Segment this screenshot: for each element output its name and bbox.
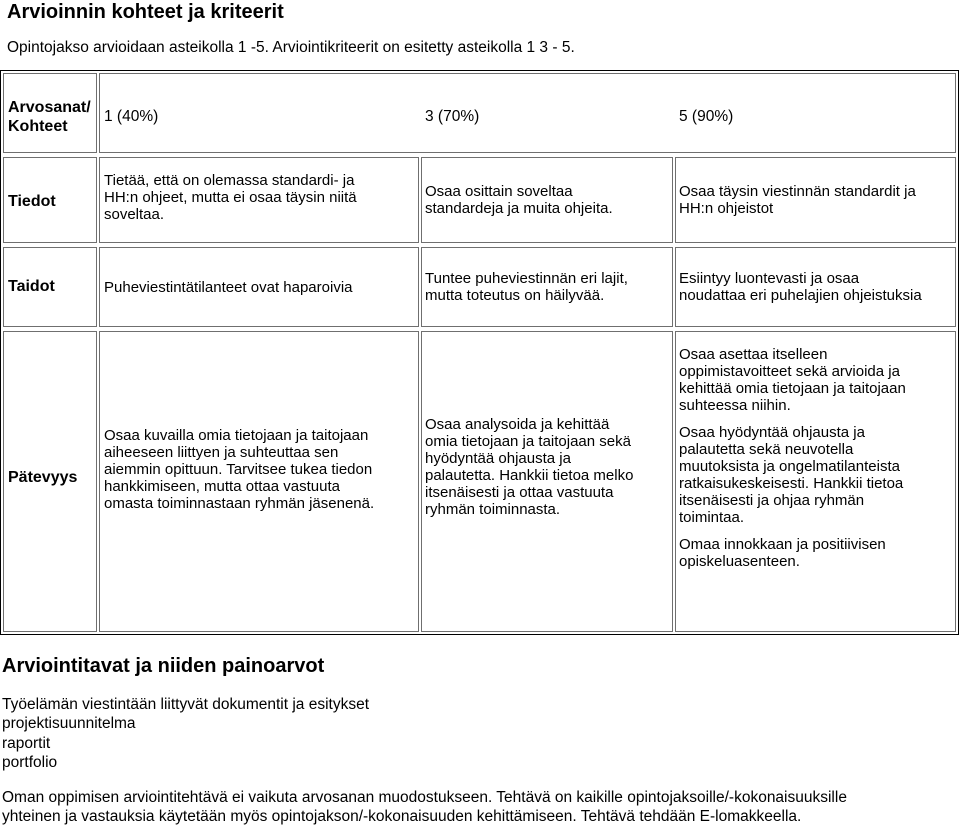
criteria-table xyxy=(0,70,959,635)
text-line: HH:n ohjeet, mutta ei osaa täysin niitä xyxy=(104,189,357,206)
text-line: soveltaa. xyxy=(104,206,165,223)
text-line: ryhmän toiminnasta. xyxy=(425,501,561,518)
text-line: Osaa hyödyntää ohjausta ja xyxy=(679,424,865,441)
text-line: standardeja ja muita ohjeita. xyxy=(425,200,613,217)
corner-line: Arvosanat/ xyxy=(8,99,91,116)
tiedot-grade-5-text xyxy=(679,183,916,217)
tiedot-grade-1-text xyxy=(104,172,357,223)
note-line: yhteinen ja vastauksia käytetään myös opintojakson/-kokonaisuuden kehittämiseen. Tehtävä tehdään E-lomakkeella. xyxy=(2,808,802,825)
patevyys-grade-5-text xyxy=(679,346,906,570)
text-line: aiheeseen liittyen ja suhteuttaa sen xyxy=(104,444,339,461)
patevyys-grade-3-text xyxy=(425,416,633,518)
tiedot-grade-3-text xyxy=(425,183,613,217)
page-title: Arvioinnin kohteet ja kriteerit xyxy=(7,1,284,23)
row-label-taidot: Taidot xyxy=(8,278,55,295)
grade-1-header: 1 (40%) xyxy=(104,108,159,125)
header-grades-cell xyxy=(99,73,956,153)
text-line: kehittää omia tietojaan ja taitojaan xyxy=(679,380,906,397)
patevyys-grade-1-text xyxy=(104,427,374,512)
text-line: hankkimiseen, mutta ottaa vastuuta xyxy=(104,478,340,495)
text-line: Puheviestintätilanteet ovat haparoivia xyxy=(104,279,353,296)
text-line: toimintaa. xyxy=(679,509,745,526)
text-line: palautetta sekä neuvotella xyxy=(679,441,854,458)
text-line: opiskeluasenteen. xyxy=(679,553,800,570)
text-line: Esiintyy luontevasti ja osaa xyxy=(679,270,860,287)
text-line: ratkaisukeskeisesti. Hankkii tietoa xyxy=(679,475,904,492)
note-line: Oman oppimisen arviointitehtävä ei vaikuta arvosanan muodostukseen. Tehtävä on kaikille opintojaksoille/-kokonaisuuksille xyxy=(2,789,847,806)
text-line: Tietää, että on olemassa standardi- ja xyxy=(104,172,355,189)
text-line: aiemmin opittuun. Tarvitsee tukea tiedon xyxy=(104,461,373,478)
intro-text: Opintojakso arvioidaan asteikolla 1 -5. Arviointikriteerit on esitetty asteikolla 1 3 - 5. xyxy=(7,39,575,56)
text-line: Osaa asettaa itselleen xyxy=(679,346,828,363)
text-line: omia tietojaan ja taitojaan sekä xyxy=(425,433,631,450)
taidot-grade-5-text xyxy=(679,270,922,304)
text-line: Osaa osittain soveltaa xyxy=(425,183,573,200)
grade-3-header: 3 (70%) xyxy=(425,108,480,125)
method-item: raportit xyxy=(2,735,51,752)
text-line: HH:n ohjeistot xyxy=(679,200,774,217)
text-line: mutta toteutus on häilyvää. xyxy=(425,287,605,304)
text-line: Osaa kuvailla omia tietojaan ja taitojaan xyxy=(104,427,369,444)
text-line: oppimistavoitteet sekä arvioida ja xyxy=(679,363,900,380)
text-line: itsenäisesti ja ohjaa ryhmän xyxy=(679,492,865,509)
text-line: Tuntee puheviestinnän eri lajit, xyxy=(425,270,628,287)
taidot-grade-3-text xyxy=(425,270,628,304)
row-label-tiedot: Tiedot xyxy=(8,193,56,210)
methods-title: Arviointitavat ja niiden painoarvot xyxy=(2,655,325,677)
header-corner-label xyxy=(8,98,91,136)
text-line: palautetta. Hankkii tietoa melko xyxy=(425,467,634,484)
text-line: Osaa analysoida ja kehittää xyxy=(425,416,610,433)
row-label-patevyys: Pätevyys xyxy=(8,469,78,486)
text-line: Osaa täysin viestinnän standardit ja xyxy=(679,183,916,200)
method-item: projektisuunnitelma xyxy=(2,715,136,732)
grade-5-header: 5 (90%) xyxy=(679,108,734,125)
text-line: suhteessa niihin. xyxy=(679,397,791,414)
text-line: omasta toiminnastaan ryhmän jäsenenä. xyxy=(104,495,375,512)
text-line: Omaa innokkaan ja positiivisen xyxy=(679,536,886,553)
corner-line: Kohteet xyxy=(8,118,68,135)
text-line: noudattaa eri puhelajien ohjeistuksia xyxy=(679,287,922,304)
text-line: itsenäisesti ja ottaa vastuuta xyxy=(425,484,614,501)
text-line: hyödyntää ohjausta ja xyxy=(425,450,571,467)
text-line: muutoksista ja ongelmatilanteista xyxy=(679,458,900,475)
method-item: portfolio xyxy=(2,754,58,771)
taidot-grade-1-text xyxy=(104,279,353,296)
method-item: Työelämän viestintään liittyvät dokumentit ja esitykset xyxy=(2,696,370,713)
